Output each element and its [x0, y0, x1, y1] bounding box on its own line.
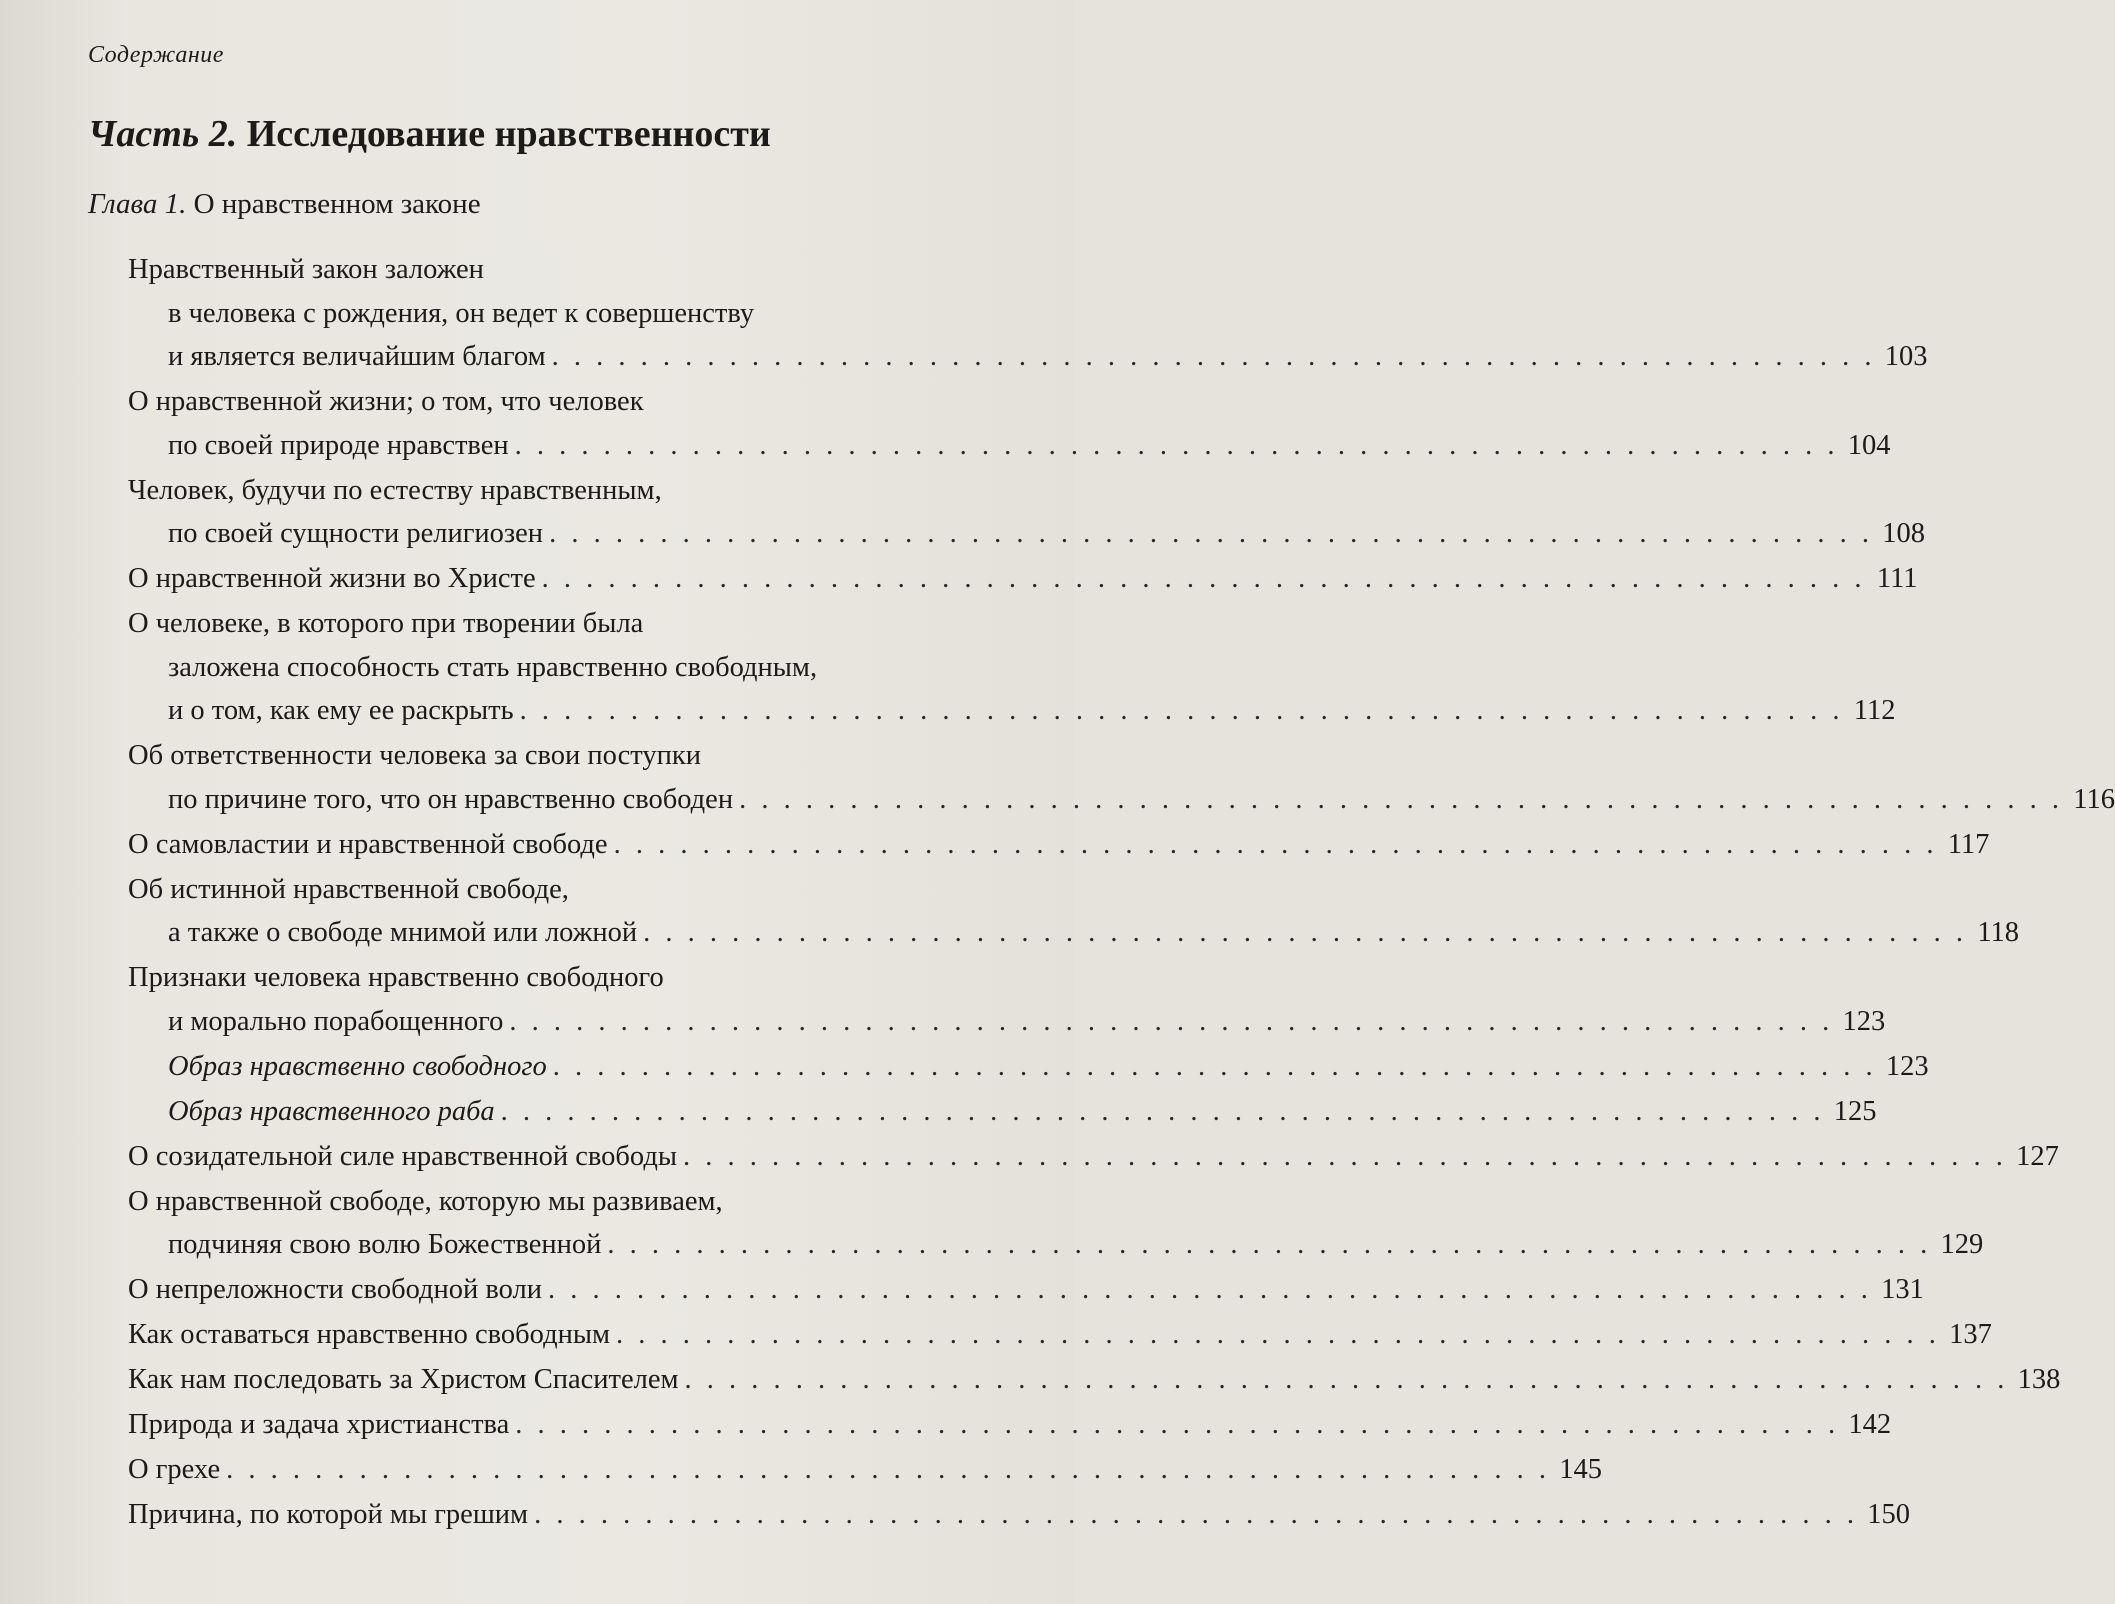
page-number: 117: [1947, 828, 1990, 860]
toc-entry: [128, 1448, 1602, 1493]
dot-leader: . . . . . . . . . . . . . . . . . . . . . . . . . . . . . . . . . . . . . . . . . . . . . . . . . . . . . . . . . . . .: [509, 1005, 1834, 1037]
toc-line: [128, 734, 973, 778]
toc-entry-text: О человеке, в которого при творении была: [128, 608, 644, 639]
toc-entry: [128, 1135, 2059, 1180]
toc-entry-text: и является величайшим благом: [168, 341, 546, 372]
dot-leader: . . . . . . . . . . . . . . . . . . . . . . . . . . . . . . . . . . . . . . . . . . . . . . . . . . . . . . . . . . . .: [514, 429, 1839, 461]
toc-entry: [128, 1358, 2061, 1403]
page-number: 150: [1867, 1499, 1910, 1530]
toc-entry: [128, 1180, 1984, 1269]
page-number: 142: [1848, 1409, 1892, 1440]
toc-entry-text: О самовластии и нравственной свободе: [128, 828, 608, 860]
toc-line: [128, 1493, 1910, 1537]
dot-leader: . . . . . . . . . . . . . . . . . . . . . . . . . . . . . . . . . . . . . . . . . . . . . . . . . . . . . . . . . . . .: [613, 828, 1938, 860]
toc-line: [128, 557, 1918, 601]
toc-entry-text: по своей природе нравствен: [168, 429, 509, 461]
toc-line: [128, 292, 973, 336]
toc-entry: [128, 1313, 1992, 1358]
toc-entry-text: Природа и задача христианства: [128, 1409, 510, 1440]
toc-line: [128, 602, 973, 646]
toc-entry-text: О нравственной жизни; о том, что человек: [128, 386, 644, 417]
part-heading: [88, 112, 771, 156]
dot-leader: . . . . . . . . . . . . . . . . . . . . . . . . . . . . . . . . . . . . . . . . . . . . . . . . . . . . . . . . . . . .: [607, 1229, 1932, 1260]
page-number: 118: [1977, 917, 2020, 948]
toc-entry-text: О непреложности свободной воли: [128, 1274, 542, 1305]
toc-entry: [128, 734, 2115, 823]
toc-entry-text: в человека с рождения, он ведет к совершенству: [168, 297, 755, 329]
toc-entry-text: и о том, как ему ее раскрыть: [168, 695, 514, 726]
toc-entry-text: подчиняя свою волю Божественной: [168, 1229, 602, 1260]
part-label: Часть 2.: [88, 113, 238, 155]
toc-entry-text: Об ответственности человека за свои поступки: [128, 740, 701, 771]
dot-leader: . . . . . . . . . . . . . . . . . . . . . . . . . . . . . . . . . . . . . . . . . . . . . . . . . . . . . . . . . . . .: [515, 1409, 1840, 1440]
dot-leader: . . . . . . . . . . . . . . . . . . . . . . . . . . . . . . . . . . . . . . . . . . . . . . . . . . . . . . . . . . . .: [683, 1140, 2007, 1172]
toc-line: [128, 689, 1896, 733]
toc-line: [128, 1403, 1892, 1447]
toc-line: [128, 1000, 1886, 1044]
dot-leader: . . . . . . . . . . . . . . . . . . . . . . . . . . . . . . . . . . . . . . . . . . . . . . . . . . . . . . . . . . . .: [684, 1364, 2009, 1395]
toc-entry-text: по своей сущности религиозен: [168, 518, 544, 549]
toc-entry-text: О нравственной жизни во Христе: [128, 563, 536, 594]
toc-entry: [128, 1268, 1924, 1313]
toc-entry-text: Признаки человека нравственно свободного: [128, 962, 664, 993]
dot-leader: . . . . . . . . . . . . . . . . . . . . . . . . . . . . . . . . . . . . . . . . . . . . . . . . . . . . . . . . . . . .: [739, 783, 2063, 815]
chapter-title: О нравственном законе: [193, 188, 481, 220]
page-number: 137: [1949, 1319, 1992, 1350]
toc-line: [128, 380, 973, 424]
chapter-label: Глава 1.: [88, 188, 187, 220]
toc-line: [128, 248, 973, 292]
toc-entry-text: О созидательной силе нравственной свободы: [128, 1140, 677, 1172]
dot-leader: . . . . . . . . . . . . . . . . . . . . . . . . . . . . . . . . . . . . . . . . . . . . . . . . . . . . . . . . . . . .: [548, 1274, 1872, 1305]
toc-entry-text: Причина, по которой мы грешим: [128, 1499, 529, 1530]
page-number: 116: [2073, 783, 2115, 815]
dot-leader: . . . . . . . . . . . . . . . . . . . . . . . . . . . . . . . . . . . . . . . . . . . . . . . . . . . . . . . . . . . .: [552, 1050, 1877, 1082]
toc-entry-text: Как оставаться нравственно свободным: [128, 1319, 611, 1350]
toc-line: [128, 1313, 1992, 1357]
running-head: Содержание: [88, 42, 224, 68]
toc-entry-text: Человек, будучи по естеству нравственным,: [128, 474, 662, 506]
toc-entry-text: Как нам последовать за Христом Спасителем: [128, 1364, 679, 1395]
toc-entry: [128, 248, 1928, 380]
dot-leader: . . . . . . . . . . . . . . . . . . . . . . . . . . . . . . . . . . . . . . . . . . . . . . . . . . . . . . . . . . . .: [643, 917, 1968, 948]
toc-line: [128, 1135, 2059, 1179]
table-of-contents: [128, 248, 2115, 1538]
dot-leader: . . . . . . . . . . . . . . . . . . . . . . . . . . . . . . . . . . . . . . . . . . . . . . . . . . . . . . . . . . . .: [616, 1319, 1940, 1350]
toc-line: [128, 1358, 2061, 1402]
toc-line: [128, 469, 973, 513]
page-number: 131: [1881, 1274, 1924, 1305]
toc-entry-text: О грехе: [128, 1454, 221, 1485]
dot-leader: . . . . . . . . . . . . . . . . . . . . . . . . . . . . . . . . . . . . . . . . . . . . . . . . . . . . . . . . . . . .: [226, 1454, 1550, 1485]
toc-subentry: [128, 1045, 1929, 1090]
toc-entry-text: О нравственной свободе, которую мы развиваем,: [128, 1185, 723, 1217]
toc-entry-text: и морально порабощенного: [168, 1005, 504, 1037]
toc-line: [128, 512, 1925, 556]
toc-line: [128, 646, 973, 690]
page-number: 104: [1847, 429, 1891, 461]
toc-entry-text: заложена способность стать нравственно свободным,: [168, 651, 818, 683]
page-number: 103: [1884, 341, 1928, 372]
toc-entry: [128, 823, 1990, 868]
toc-line: [128, 1268, 1924, 1312]
page-number: 129: [1940, 1229, 1984, 1260]
toc-entry-text: Образ нравственного раба: [168, 1095, 495, 1127]
page-number: 145: [1559, 1454, 1602, 1485]
toc-line: [128, 335, 1928, 379]
toc-line: [128, 778, 2115, 822]
page-number: 127: [2016, 1140, 2059, 1172]
toc-entry-text: по причине того, что он нравственно свободен: [168, 783, 734, 815]
toc-entry: [128, 469, 1925, 558]
page-number: 112: [1853, 695, 1896, 726]
chapter-heading: [88, 188, 481, 221]
toc-line: [128, 1180, 973, 1224]
dot-leader: . . . . . . . . . . . . . . . . . . . . . . . . . . . . . . . . . . . . . . . . . . . . . . . . . . . . . . . . . . . .: [549, 518, 1873, 549]
toc-entry: [128, 602, 1896, 734]
toc-line: [128, 424, 1891, 468]
toc-entry-text: Образ нравственно свободного: [168, 1050, 547, 1082]
toc-entry: [128, 380, 1891, 469]
toc-entry: [128, 1493, 1910, 1538]
toc-entry: [128, 557, 1918, 602]
toc-entry: [128, 1403, 1892, 1448]
dot-leader: . . . . . . . . . . . . . . . . . . . . . . . . . . . . . . . . . . . . . . . . . . . . . . . . . . . . . . . . . . . .: [519, 695, 1844, 726]
page-number: 123: [1842, 1005, 1886, 1037]
page-number: 108: [1882, 518, 1925, 549]
toc-line: [128, 911, 2020, 955]
toc-entry-text: Об истинной нравственной свободе,: [128, 873, 569, 905]
toc-subentry: [128, 1090, 1877, 1135]
dot-leader: . . . . . . . . . . . . . . . . . . . . . . . . . . . . . . . . . . . . . . . . . . . . . . . . . . . . . . . . . . . .: [500, 1095, 1825, 1127]
page-number: 138: [2017, 1364, 2061, 1395]
toc-line: [128, 1045, 1929, 1089]
toc-entry: [128, 868, 2020, 957]
dot-leader: . . . . . . . . . . . . . . . . . . . . . . . . . . . . . . . . . . . . . . . . . . . . . . . . . . . . . . . . . . . .: [541, 563, 1866, 594]
toc-line: [128, 823, 1990, 867]
toc-line: [128, 868, 973, 912]
page-number: 125: [1833, 1095, 1877, 1127]
toc-line: [128, 1448, 1602, 1492]
toc-line: [128, 956, 973, 1000]
dot-leader: . . . . . . . . . . . . . . . . . . . . . . . . . . . . . . . . . . . . . . . . . . . . . . . . . . . . . . . . . . . .: [551, 341, 1876, 372]
part-title: Исследование нравственности: [246, 113, 771, 155]
toc-entry-text: Нравственный закон заложен: [128, 254, 484, 285]
toc-line: [128, 1223, 1984, 1267]
toc-line: [128, 1090, 1877, 1134]
toc-entry-text: а также о свободе мнимой или ложной: [168, 917, 638, 948]
dot-leader: . . . . . . . . . . . . . . . . . . . . . . . . . . . . . . . . . . . . . . . . . . . . . . . . . . . . . . . . . . . .: [534, 1499, 1858, 1530]
page-number: 111: [1876, 563, 1918, 594]
page-number: 123: [1885, 1050, 1929, 1082]
toc-entry: [128, 956, 1886, 1045]
